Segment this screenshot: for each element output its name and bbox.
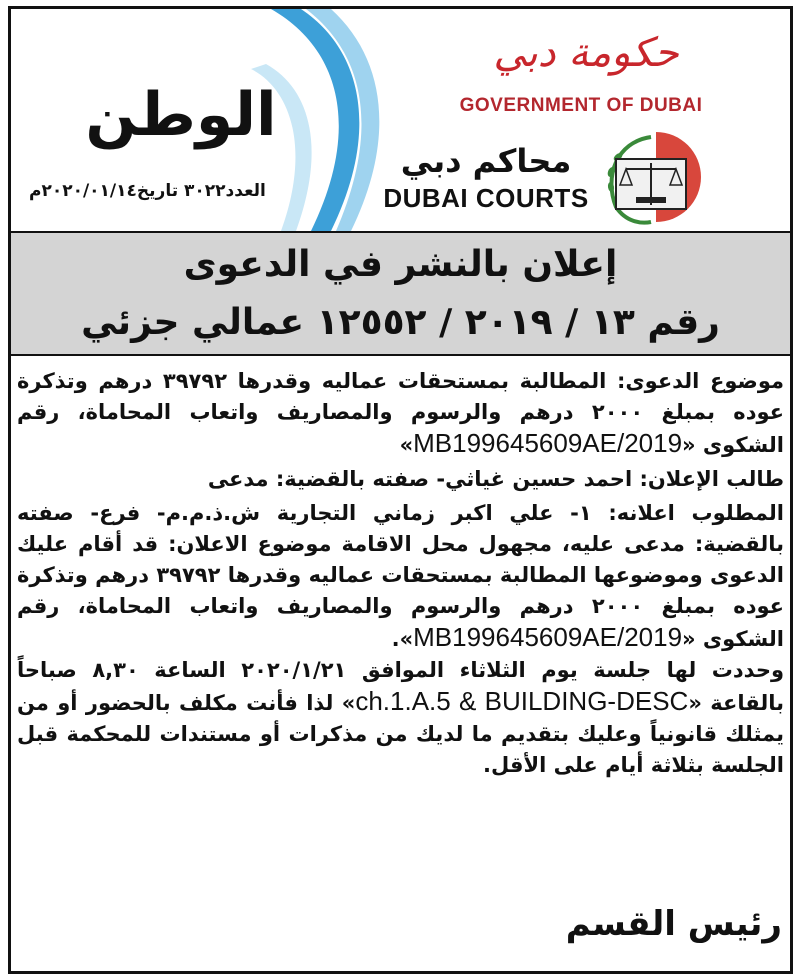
case-number: رقم ١٣ / ٢٠١٩ / ١٢٥٥٢ عمالي جزئي xyxy=(81,302,720,343)
plaintiff-text: طالب الإعلان: احمد حسين غياثي- صفته بالقضية: مدعى xyxy=(207,467,784,491)
defendant-paragraph xyxy=(17,498,784,781)
courts-scales-emblem-icon xyxy=(596,127,706,227)
court-hall: ch.1.A.5 & BUILDING-DESC xyxy=(355,686,689,716)
header xyxy=(11,9,790,231)
government-logo-arabic: حكومة دبي xyxy=(493,30,679,76)
case-subject-text: موضوع الدعوى: المطالبة بمستحقات عماليه وقدرها ٣٩٧٩٢ درهم وتذكرة عوده بمبلغ ٢٠٠٠ درهم والرسوم والمصاريف واتعاب المحاماة، رقم الشكوى « xyxy=(17,369,784,457)
signature: رئيس القسم xyxy=(565,904,782,944)
courts-name-english: DUBAI COURTS xyxy=(383,183,589,213)
issue-line: العدد٣٠٢٢ تاريخ٢٠٢٠/٠١/١٤م xyxy=(29,181,266,201)
session-text: وحددت لها جلسة يوم الثلاثاء الموافق ٢٠٢٠/١/٢١ الساعة ٨,٣٠ صباحاً بالقاعة « xyxy=(17,658,785,715)
session-closing-text: » لذا فأنت مكلف بالحضور أو من يمثلك قانونياً وعليك بتقديم ما لديك من مذكرات أو مستندات للمحكمة قبل الجلسة بثلاثة أيام على الأقل. xyxy=(17,691,784,777)
courts-name-arabic: محاكم دبي xyxy=(400,142,572,180)
quote-close: » xyxy=(399,433,414,457)
government-name-english: GOVERNMENT OF DUBAI xyxy=(459,95,703,116)
plaintiff-paragraph xyxy=(17,464,784,495)
defendant-text: المطلوب اعلانه: ١- علي اكبر زماني التجارية ش.ذ.م.م- فرع- صفته بالقضية: مدعى عليه، مجهول محل الاقامة موضوع الاعلان: قد أقام عليك الدعوى وموضوعها المطالبة بمستحقات عماليه وقدرها ٣٩٧٩٢ درهم وتذكرة عوده بمبلغ ٢٠٠٠ درهم والرسوم والمصاريف واتعاب المحاماة، رقم الشكوى « xyxy=(17,501,785,651)
case-subject-paragraph xyxy=(17,366,784,461)
notice-body xyxy=(17,366,784,784)
complaint-reference-second: MB199645609AE/2019 xyxy=(413,622,683,652)
quote-close-second: ». xyxy=(391,627,414,651)
complaint-reference: MB199645609AE/2019 xyxy=(413,428,683,458)
newspaper-logo: الوطن xyxy=(85,80,277,150)
title-band xyxy=(11,231,790,356)
notice-frame xyxy=(8,6,793,974)
notice-title: إعلان بالنشر في الدعوى xyxy=(183,244,618,285)
